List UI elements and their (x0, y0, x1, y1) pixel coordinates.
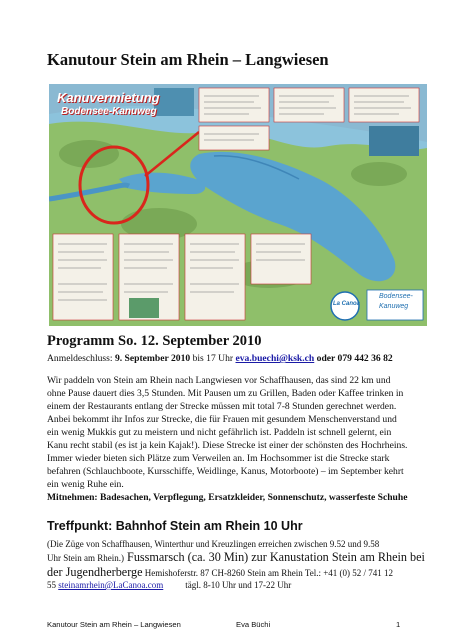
walk-info: Fussmarsch (ca. 30 Min) zur Kanustation Stein am Rhein bei (124, 550, 425, 564)
description-line: Wir paddeln von Stein am Rhein nach Langwiesen vor Schaffhausen, das sind 22 km und (47, 375, 391, 386)
map-brand-title: Kanuvermietung (57, 90, 160, 105)
opening-hours: tägl. 8-10 Uhr und 17-22 Uhr (185, 580, 292, 590)
hostel-name: der Jugendherberge (47, 565, 143, 579)
hostel-line (47, 565, 393, 580)
footer-author: Eva Büchi (236, 620, 271, 629)
description-line: ein wenig Mukkis gut zu meistern und nicht gefährlich ist. Paddeln ist schnell gelernt, ein (47, 427, 392, 438)
meeting-heading: Treffpunkt: Bahnhof Stein am Rhein 10 Uhr (47, 519, 303, 533)
description-line: einem der Restaurants entlang der Strecke müssen mit total 7-8 Stunden gerechnet werden. (47, 401, 397, 412)
station-email-link[interactable]: steinamrhein@LaCanoa.com (58, 580, 164, 590)
partner-logo-line2: Kanuweg (379, 303, 409, 310)
deadline-label: Anmeldeschluss: (47, 353, 115, 364)
contact-line (47, 580, 291, 591)
bring-along: Mitnehmen: Badesachen, Verpflegung, Ersatzkleider, Sonnenschutz, wasserfeste Schuhe (47, 492, 408, 503)
description-line: Immer wieder bieten sich Plätze zum Verweilen an. Im Hochsommer ist die Strecke stark (47, 453, 390, 464)
description-line: ein wenig Ruhe ein. (47, 479, 124, 490)
description-line: Kanu recht stabil (es ist ja kein Kajak!). Diese Strecke ist einer der schönsten des Hochrheins. (47, 440, 408, 451)
program-heading: Programm So. 12. September 2010 (47, 333, 262, 349)
footer-page-number: 1 (396, 620, 401, 629)
description-line: Anbei bekommt ihr Infos zur Strecke, die für Frauen mit gesundem Menschenverstand und (47, 414, 397, 425)
footer-title: Kanutour Stein am Rhein – Langwiesen (47, 620, 181, 629)
deadline-mid: bis 17 Uhr (190, 353, 236, 364)
trains-line1: (Die Züge von Schaffhausen, Winterthur und Kreuzlingen erreichen zwischen 9.52 und 9.58 (47, 539, 380, 549)
partner-logo-line1: Bodensee- (379, 293, 413, 300)
la-canoa-logo: La Canoa (333, 301, 361, 307)
registration-deadline (47, 352, 393, 365)
route-map (49, 84, 427, 326)
description-line: ohne Pause dauert dies 3,5 Stunden. Mit Pausen um zu Grillen, Baden oder Kaffee trinken in (47, 388, 404, 399)
deadline-phone: oder 079 442 36 82 (314, 353, 393, 364)
document-title: Kanutour Stein am Rhein – Langwiesen (47, 50, 329, 69)
hostel-address: Hemishoferstr. 87 CH-8260 Stein am Rhein Tel.: +41 (0) 52 / 741 12 (142, 568, 394, 578)
deadline-date: 9. September 2010 (114, 353, 191, 364)
map-illustration (49, 84, 427, 326)
trains-arrival: Uhr Stein am Rhein.) (47, 553, 124, 563)
phone-end: 55 (47, 580, 59, 590)
registration-email-link[interactable]: eva.buechi@ksk.ch (235, 353, 315, 364)
description-paragraph (47, 374, 417, 504)
trains-line2 (47, 550, 425, 565)
description-line: befahren (Schlauchboote, Kursschiffe, Weidlinge, Kanus, Motorboote) – im September kehrt (47, 466, 404, 477)
map-brand-subtitle: Bodensee-Kanuweg (61, 106, 157, 117)
